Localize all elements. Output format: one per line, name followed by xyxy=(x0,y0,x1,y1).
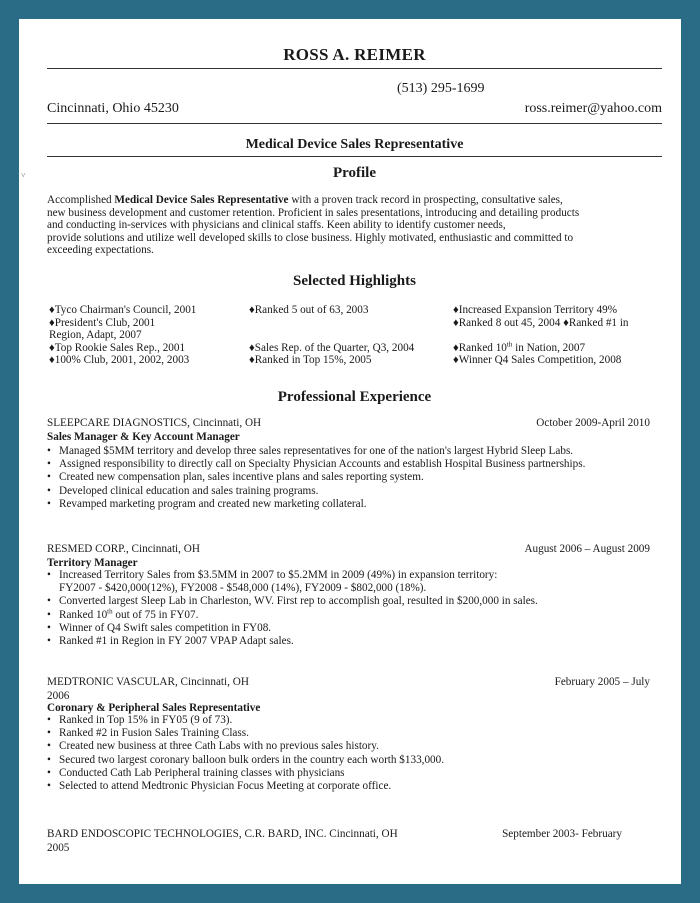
diamond-icon: ♦ xyxy=(453,354,459,367)
bullet-icon: • xyxy=(47,727,51,740)
header-divider xyxy=(47,68,662,69)
list-item: • Selected to attend Medtronic Physician Focus Meeting at corporate office. xyxy=(47,780,392,793)
list-item: • Increased Territory Sales from $3.5MM in 2007 to $5.2MM in 2009 (49%) in expansion territory: FY2007 - $420,000(12%), FY2008 - $548,000 (14%), FY2009 - $802,000 (18%). xyxy=(47,569,498,595)
list-item: • Conducted Cath Lab Peripheral training classes with physicians xyxy=(47,766,345,779)
employer: RESMED CORP., Cincinnati, OH xyxy=(47,543,200,555)
highlight-item: ♦Top Rookie Sales Rep., 2001 xyxy=(49,341,186,354)
job-title: Medical Device Sales Representative xyxy=(245,137,464,152)
job-duties xyxy=(47,569,662,648)
highlight-item: Region, Adapt, 2007 xyxy=(49,329,142,342)
highlight-item: ♦Tyco Chairman's Council, 2001 xyxy=(49,304,197,316)
highlight-item: ♦Winner Q4 Sales Competition, 2008 xyxy=(453,354,622,367)
employer: SLEEPCARE DIAGNOSTICS, Cincinnati, OH xyxy=(47,417,262,429)
profile-line: provide solutions and utilize well developed skills to close business. Highly motivated, enthusiastic and committed to xyxy=(47,231,574,244)
bullet-icon: • xyxy=(47,471,51,484)
bullet-icon: • xyxy=(47,714,51,726)
bullet-icon: • xyxy=(47,458,51,471)
cursor-mark: ˅ xyxy=(21,171,26,180)
list-item: • Assigned responsibility to directly call on Specialty Physician Accounts and establish Hospital Business partnerships. xyxy=(47,458,586,471)
job-header xyxy=(47,417,662,431)
bullet-icon: • xyxy=(47,766,51,779)
diamond-icon: ♦ xyxy=(453,304,459,316)
highlight-item: ♦Ranked 10th in Nation, 2007 xyxy=(453,340,586,354)
highlights-col-3 xyxy=(453,304,629,367)
diamond-icon: ♦ xyxy=(563,316,569,329)
highlight-item: ♦Ranked 5 out of 63, 2003 xyxy=(249,304,369,316)
list-item: • Ranked #2 in Fusion Sales Training Class. xyxy=(47,727,249,740)
job-role: Sales Manager & Key Account Manager xyxy=(47,431,240,443)
diamond-icon: ♦ xyxy=(453,341,459,354)
profile-bold-phrase: Medical Device Sales Representative xyxy=(114,194,289,206)
list-item: • Revamped marketing program and created new marketing collateral. xyxy=(47,497,367,510)
profile-line: and conducting in-services with physicians and clinical staffs. Keen ability to identify customer needs, xyxy=(47,219,506,232)
job-dates-wrap: 2006 xyxy=(47,690,70,702)
list-item: • Managed $5MM territory and develop three sales representatives for one of the nation's largest Hybrid Sleep Labs. xyxy=(47,445,574,457)
diamond-icon: ♦ xyxy=(49,341,55,354)
highlights-col-2 xyxy=(249,304,414,367)
list-item: • Winner of Q4 Swift sales competition in FY08. xyxy=(47,621,272,634)
experience-heading: Professional Experience xyxy=(277,389,432,405)
list-item: • Secured two largest coronary balloon bulk orders in the country each worth $133,000. xyxy=(47,753,445,766)
highlight-item: ♦100% Club, 2001, 2002, 2003 xyxy=(49,354,190,367)
resume-page xyxy=(19,19,681,884)
job-dates: October 2009-April 2010 xyxy=(536,417,650,429)
employer: MEDTRONIC VASCULAR, Cincinnati, OH xyxy=(47,676,249,688)
profile-line xyxy=(47,194,647,207)
job-dates-wrap: 2005 xyxy=(47,842,70,854)
highlight-item: ♦President's Club, 2001 xyxy=(49,316,156,329)
job-header xyxy=(47,828,662,842)
bullet-icon: • xyxy=(47,595,51,608)
highlights-col-1 xyxy=(49,304,196,367)
profile-heading: Profile xyxy=(332,165,377,181)
highlight-item: ♦Sales Rep. of the Quarter, Q3, 2004 xyxy=(249,341,415,354)
bullet-icon: • xyxy=(47,608,51,621)
highlight-item: ♦Ranked 8 out 45, 2004 ♦Ranked #1 in xyxy=(453,316,629,329)
highlight-item: ♦Ranked in Top 15%, 2005 xyxy=(249,354,372,367)
bullet-icon: • xyxy=(47,445,51,457)
profile-summary xyxy=(47,194,647,257)
profile-suffix: with a proven track record in prospecting, consultative sales, xyxy=(288,194,563,206)
employer: BARD ENDOSCOPIC TECHNOLOGIES, C.R. BARD, INC. Cincinnati, OH xyxy=(47,828,398,840)
highlights-heading: Selected Highlights xyxy=(293,273,416,289)
candidate-name: ROSS A. REIMER xyxy=(283,45,426,64)
list-item: • Created new compensation plan, sales incentive plans and sales reporting system. xyxy=(47,471,424,484)
diamond-icon: ♦ xyxy=(453,316,459,329)
bullet-icon: • xyxy=(47,497,51,510)
job-header xyxy=(47,543,662,557)
job-duties xyxy=(47,445,662,511)
phone-number: (513) 295-1699 xyxy=(397,81,485,96)
job-entry xyxy=(47,543,662,648)
diamond-icon: ♦ xyxy=(49,304,55,316)
bullet-icon: • xyxy=(47,635,51,648)
profile-prefix: Accomplished xyxy=(47,194,115,206)
bullet-icon: • xyxy=(47,484,51,497)
bullet-icon: • xyxy=(47,569,51,581)
contact-divider xyxy=(47,123,662,124)
list-item: • Developed clinical education and sales training programs. xyxy=(47,484,319,497)
job-dates: February 2005 – July xyxy=(554,676,650,688)
list-item: • Created new business at three Cath Labs with no previous sales history. xyxy=(47,740,379,753)
list-item: • Ranked 10th out of 75 in FY07. xyxy=(47,606,199,621)
diamond-icon: ♦ xyxy=(249,354,255,367)
diamond-icon: ♦ xyxy=(249,341,255,354)
spacer xyxy=(249,317,414,342)
diamond-icon: ♦ xyxy=(49,316,55,329)
job-dates: August 2006 – August 2009 xyxy=(524,543,650,555)
profile-line: new business development and customer retention. Proficient in sales presentations, introducing and detailing products xyxy=(47,206,580,219)
bullet-icon: • xyxy=(47,780,51,793)
job-header xyxy=(47,676,662,690)
bullet-icon: • xyxy=(47,753,51,766)
highlight-item: ♦Increased Expansion Territory 49% xyxy=(453,304,618,316)
job-entry xyxy=(47,417,662,511)
title-divider xyxy=(47,156,662,157)
job-dates: September 2003- February xyxy=(502,828,622,840)
email-address: ross.reimer@yahoo.com xyxy=(524,101,662,116)
bullet-icon: • xyxy=(47,621,51,634)
list-item: • Ranked in Top 15% in FY05 (9 of 73). xyxy=(47,714,233,726)
list-item: • Ranked #1 in Region in FY 2007 VPAP Adapt sales. xyxy=(47,635,294,648)
diamond-icon: ♦ xyxy=(49,354,55,367)
location: Cincinnati, Ohio 45230 xyxy=(47,101,179,116)
job-entry xyxy=(47,828,662,854)
bullet-icon: • xyxy=(47,740,51,753)
list-item: • Converted largest Sleep Lab in Charleston, WV. First rep to accomplish goal, resulted in $200,000 in sales. xyxy=(47,595,538,608)
job-entry xyxy=(47,676,662,793)
diamond-icon: ♦ xyxy=(249,304,255,316)
profile-line: exceeding expectations. xyxy=(47,244,154,257)
job-duties xyxy=(47,714,662,793)
job-role: Coronary & Peripheral Sales Representative xyxy=(47,702,261,714)
job-role: Territory Manager xyxy=(47,557,138,569)
spacer xyxy=(453,329,629,342)
